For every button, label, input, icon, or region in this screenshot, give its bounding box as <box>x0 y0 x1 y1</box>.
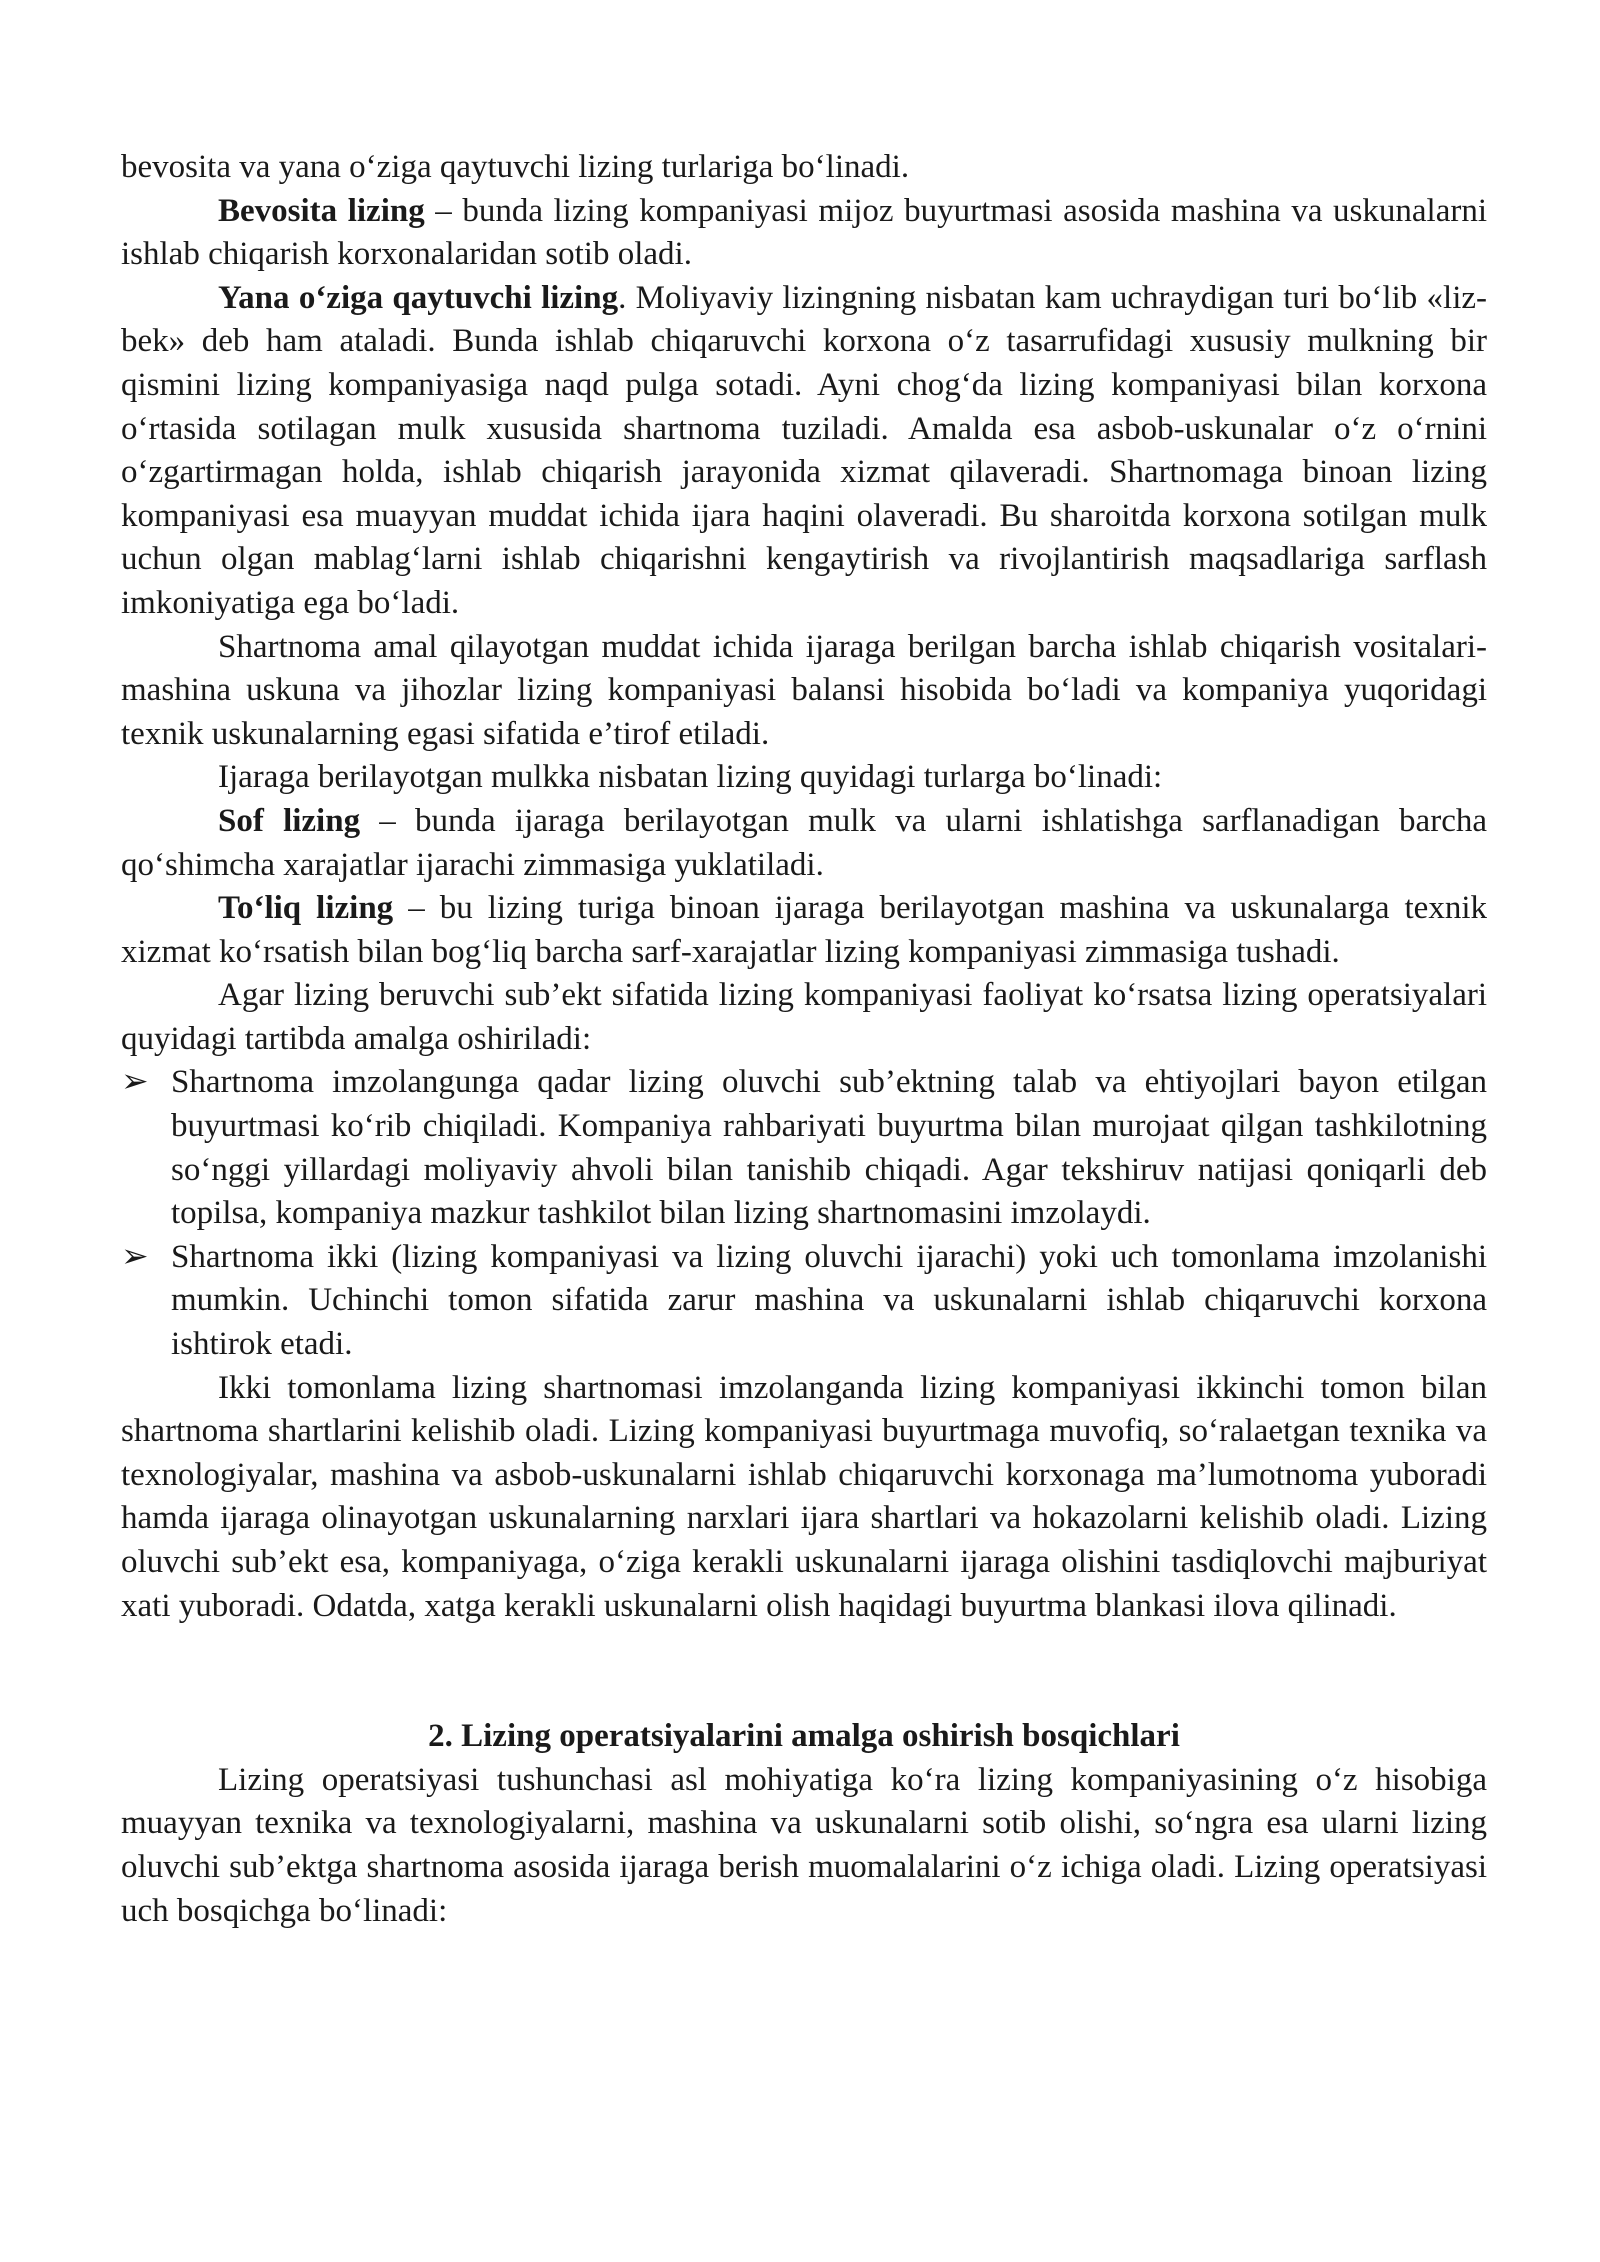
paragraph-8: Agar lizing beruvchi sub’ekt sifatida lizing kompaniyasi faoliyat ko‘rsatsa lizing operatsiyalari quyidagi tartibda amalga oshiriladi: <box>121 977 1487 1057</box>
paragraph-5: Ijaraga berilayotgan mulkka nisbatan lizing quyidagi turlarga bo‘linadi: <box>218 759 1163 796</box>
definition-sof-lizing: – bunda ijaraga berilayotgan mulk va ularni ishlatishga sarflanadigan barcha qo‘shimcha xarajatlar ijarachi zimmasiga yuklatiladi. <box>121 802 1487 883</box>
term-toliq-lizing: To‘liq lizing <box>218 890 394 927</box>
paragraph-1: bevosita va yana o‘ziga qaytuvchi lizing turlariga bo‘linadi. <box>121 149 910 185</box>
paragraph-bevosita-lizing <box>121 190 1487 277</box>
arrow-bullet-icon: ➢ <box>121 1238 149 1275</box>
paragraph-toliq-lizing <box>121 887 1487 974</box>
paragraph-10: Lizing operatsiyasi tushunchasi asl mohiyatiga ko‘ra lizing kompaniyasining o‘z hisobiga muayyan texnika va texnologiyalarni, mashina va uskunalarni sotib olishi, so‘ngra esa ularni lizing oluvchi sub’ektga shartnoma asosida ijaraga berish muomalalarini o‘z ichiga oladi. Lizing operatsiyasi uch bosqichga bo‘linadi: <box>121 1761 1487 1929</box>
term-sof-lizing: Sof lizing <box>218 802 361 839</box>
definition-qaytuvchi-lizing: . Moliyaviy lizingning nisbatan kam uchraydigan turi bo‘lib «liz-bek» deb ham ataladi. Bunda ishlab chiqaruvchi korxona o‘z tasarrufidagi xususiy mulkning bir qismini lizing kompaniyasiga naqd pulga sotadi. Ayni chog‘da lizing kompaniyasi bilan korxona o‘rtasida sotilagan mulk xususida shartnoma tuziladi. Amalda esa asbob-uskunalar o‘z o‘rnini o‘zgartirmagan holda, ishlab chiqarish jarayonida xizmat qilaveradi. Shartnomaga binoan lizing kompaniyasi esa muayyan muddat ichida ijara haqini olaveradi. Bu sharoitda korxona sotilgan mulk uchun olgan mablag‘larni ishlab chiqarishni kengaytirish va rivojlantirish maqsadlariga sarflash imkoniyatiga ega bo‘ladi. <box>121 279 1488 621</box>
section-spacer <box>121 1628 1487 1715</box>
term-qaytuvchi-lizing: Yana o‘ziga qaytuvchi lizing <box>218 279 619 316</box>
document-page <box>121 146 1487 1933</box>
paragraph-sof-lizing <box>121 800 1487 887</box>
list-item <box>121 1236 1487 1367</box>
paragraph-qaytuvchi-lizing <box>121 277 1487 626</box>
definition-bevosita-lizing: – bunda lizing kompaniyasi mijoz buyurtmasi asosida mashina va uskunalarni ishlab chiqarish korxonalaridan sotib oladi. <box>121 192 1487 273</box>
term-bevosita-lizing: Bevosita lizing <box>218 192 425 229</box>
section-heading: 2. Lizing operatsiyalarini amalga oshirish bosqichlari <box>428 1718 1180 1755</box>
list-item-text: Shartnoma imzolangunga qadar lizing oluvchi sub’ektning talab va ehtiyojlari bayon etilgan buyurtmasi ko‘rib chiqiladi. Kompaniya rahbariyati buyurtma bilan murojaat qilgan tashkilotning so‘nggi yillardagi moliyaviy ahvoli bilan tanishib chiqadi. Agar tekshiruv natijasi qoniqarli deb topilsa, kompaniya mazkur tashkilot bilan lizing shartnomasini imzolaydi. <box>171 1064 1487 1232</box>
definition-toliq-lizing: – bu lizing turiga binoan ijaraga berilayotgan mashina va uskunalarga texnik xizmat ko‘rsatish bilan bog‘liq barcha sarf-xarajatlar lizing kompaniyasi zimmasiga tushadi. <box>121 890 1487 970</box>
paragraph-9: Ikki tomonlama lizing shartnomasi imzolanganda lizing kompaniyasi ikkinchi tomon bilan shartnoma shartlarini kelishib oladi. Lizing kompaniyasi buyurtmaga muvofiq, so‘ralaetgan texnika va texnologiyalar, mashina va asbob-uskunalarni ishlab chiqaruvchi korxonaga ma’lumotnoma yuboradi hamda ijaraga olinayotgan uskunalarning narxlari ijara shartlari va hokazolarni kelishib oladi. Lizing oluvchi sub’ekt esa, kompaniyaga, o‘ziga kerakli uskunalarni ijaraga olishini tasdiqlovchi majburiyat xati yuboradi. Odatda, xatga kerakli uskunalarni olish haqidagi buyurtma blankasi ilova qilinadi. <box>121 1369 1487 1624</box>
arrow-bullet-icon: ➢ <box>121 1064 149 1101</box>
list-item <box>121 1061 1487 1235</box>
paragraph-4: Shartnoma amal qilayotgan muddat ichida ijaraga berilgan barcha ishlab chiqarish vositalari-mashina uskuna va jihozlar lizing kompaniyasi balansi hisobida bo‘ladi va kompaniya yuqoridagi texnik uskunalarning egasi sifatida e’tirof etiladi. <box>121 628 1487 752</box>
list-item-text: Shartnoma ikki (lizing kompaniyasi va lizing oluvchi ijarachi) yoki uch tomonlama imzolanishi mumkin. Uchinchi tomon sifatida zarur mashina va uskunalarni ishlab chiqaruvchi korxona ishtirok etadi. <box>171 1238 1487 1363</box>
bullet-list <box>121 1061 1487 1366</box>
